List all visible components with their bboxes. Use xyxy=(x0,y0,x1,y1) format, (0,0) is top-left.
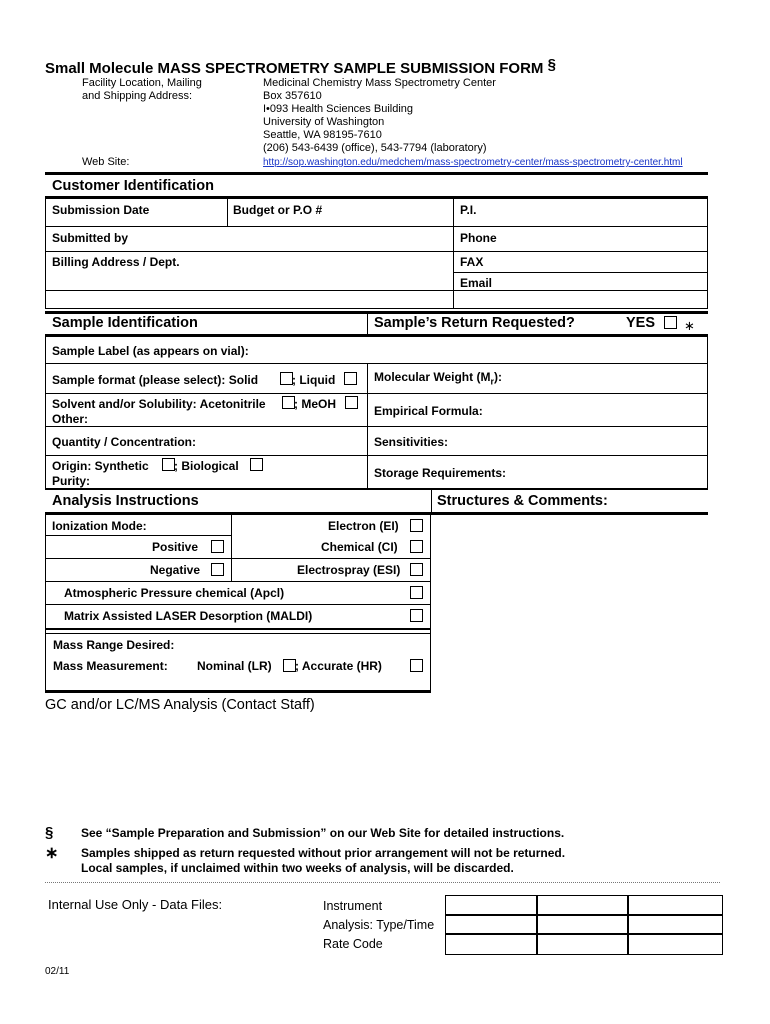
nominal-label: Nominal (LR) xyxy=(197,659,272,673)
address-line: Box 357610 xyxy=(263,90,322,102)
grid-cell[interactable] xyxy=(536,914,629,935)
electrospray-checkbox[interactable] xyxy=(410,563,423,576)
divider xyxy=(367,311,708,314)
mw-end: ): xyxy=(493,370,502,384)
dotted-divider xyxy=(45,882,720,883)
grid-cell[interactable] xyxy=(536,933,629,955)
asterisk-mark: ∗ xyxy=(45,845,59,862)
address-line: Seattle, WA 98195-7610 xyxy=(263,129,382,141)
grid-cell[interactable] xyxy=(445,895,538,916)
gc-lcms-note: GC and/or LC/MS Analysis (Contact Staff) xyxy=(45,697,315,713)
mass-measurement-label: Mass Measurement: xyxy=(53,659,168,673)
negative-checkbox[interactable] xyxy=(211,563,224,576)
electron-label: Electron (EI) xyxy=(328,519,399,533)
instrument-label: Instrument xyxy=(323,899,383,913)
divider xyxy=(45,196,708,199)
apci-label: Atmospheric Pressure chemical (Apcl) xyxy=(64,586,285,600)
analysis-type-label: Analysis: Type/Time xyxy=(323,918,435,932)
mw-text: Molecular Weight (M xyxy=(374,370,491,384)
customer-heading: Customer Identification xyxy=(52,178,214,194)
divider xyxy=(45,334,708,337)
biological-label: ; Biological xyxy=(174,459,239,473)
positive-checkbox[interactable] xyxy=(211,540,224,553)
empirical-formula-field[interactable]: Empirical Formula: xyxy=(374,404,483,418)
storage-field[interactable]: Storage Requirements: xyxy=(374,466,507,480)
address-line: Medicinal Chemistry Mass Spectrometry Center xyxy=(263,77,496,89)
web-site-link[interactable]: http://sop.washington.edu/medchem/mass-spectrometry-center/mass-spectrometry-center.html xyxy=(263,157,683,168)
grid-cell[interactable] xyxy=(627,914,723,935)
web-site-label: Web Site: xyxy=(82,156,130,168)
grid-cell[interactable] xyxy=(627,933,723,955)
address-label-line1: Facility Location, Mailing xyxy=(82,77,202,89)
submitted-by-field[interactable]: Submitted by xyxy=(52,231,129,245)
address-line: I•093 Health Sciences Building xyxy=(263,103,413,115)
divider xyxy=(431,512,708,515)
sample-label-field[interactable]: Sample Label (as appears on vial): xyxy=(52,344,249,358)
quantity-field[interactable]: Quantity / Concentration: xyxy=(52,435,196,449)
grid-cell[interactable] xyxy=(445,933,538,955)
return-heading: Sample’s Return Requested? xyxy=(374,315,575,331)
chemical-label: Chemical (CI) xyxy=(321,540,398,554)
meoh-label: ; MeOH xyxy=(294,397,336,411)
pi-field[interactable]: P.I. xyxy=(460,203,477,217)
origin-label: Origin: Synthetic xyxy=(52,459,149,473)
sample-format-label: Sample format (please select): Solid xyxy=(52,373,259,387)
solvent-label: Solvent and/or Solubility: Acetonitrile xyxy=(52,397,266,411)
rate-code-label: Rate Code xyxy=(323,937,383,951)
form-title xyxy=(45,56,556,77)
return-yes-label: YES xyxy=(626,315,656,331)
meoh-checkbox[interactable] xyxy=(345,396,358,409)
section-mark: § xyxy=(45,824,54,841)
asterisk-mark: ∗ xyxy=(684,318,695,333)
grid-cell[interactable] xyxy=(627,895,723,916)
submission-date-field[interactable]: Submission Date xyxy=(52,203,150,217)
form-revision: 02/11 xyxy=(45,966,70,977)
note-return-line2: Local samples, if unclaimed within two weeks of analysis, will be discarded. xyxy=(81,861,514,875)
electrospray-label: Electrospray (ESI) xyxy=(297,563,401,577)
liquid-label: ; Liquid xyxy=(292,373,336,387)
purity-field[interactable]: Purity: xyxy=(52,474,91,488)
mass-range-field[interactable]: Mass Range Desired: xyxy=(53,638,175,652)
chemical-checkbox[interactable] xyxy=(410,540,423,553)
sensitivities-field[interactable]: Sensitivities: xyxy=(374,435,449,449)
divider xyxy=(45,172,708,175)
fax-field[interactable]: FAX xyxy=(460,255,484,269)
negative-label: Negative xyxy=(150,563,201,577)
accurate-checkbox[interactable] xyxy=(410,659,423,672)
note-return-line1: Samples shipped as return requested without prior arrangement will not be returned. xyxy=(81,846,566,860)
mw-subscript: r xyxy=(490,376,494,387)
ionization-label: Ionization Mode: xyxy=(52,519,147,533)
return-yes-checkbox[interactable] xyxy=(664,316,677,329)
sample-heading: Sample Identification xyxy=(52,315,198,331)
maldi-label: Matrix Assisted LASER Desorption (MALDI) xyxy=(64,609,313,623)
address-line: University of Washington xyxy=(263,116,385,128)
address-label xyxy=(82,77,202,103)
grid-cell[interactable] xyxy=(536,895,629,916)
accurate-label: ; Accurate (HR) xyxy=(295,659,382,673)
analysis-heading: Analysis Instructions xyxy=(52,493,199,509)
form-title-text: Small Molecule MASS SPECTROMETRY SAMPLE SUBMISSION FORM xyxy=(45,60,544,77)
budget-field[interactable]: Budget or P.O # xyxy=(233,203,323,217)
electron-checkbox[interactable] xyxy=(410,519,423,532)
email-field[interactable]: Email xyxy=(460,276,493,290)
divider xyxy=(45,488,708,490)
apci-checkbox[interactable] xyxy=(410,586,423,599)
internal-use-label: Internal Use Only - Data Files: xyxy=(48,897,223,912)
address-lines xyxy=(263,77,496,155)
divider xyxy=(45,311,367,314)
billing-field[interactable]: Billing Address / Dept. xyxy=(52,255,180,269)
phone-field[interactable]: Phone xyxy=(460,231,497,245)
other-field[interactable]: Other: xyxy=(52,412,88,426)
address-line: (206) 543-6439 (office), 543-7794 (laboratory) xyxy=(263,142,487,154)
note-instructions: See “Sample Preparation and Submission” on our Web Site for detailed instructions. xyxy=(81,826,565,840)
section-mark: § xyxy=(547,56,556,73)
structures-heading: Structures & Comments: xyxy=(437,493,608,509)
grid-cell[interactable] xyxy=(445,914,538,935)
positive-label: Positive xyxy=(152,540,199,554)
address-label-line2: and Shipping Address: xyxy=(82,90,193,102)
biological-checkbox[interactable] xyxy=(250,458,263,471)
maldi-checkbox[interactable] xyxy=(410,609,423,622)
molecular-weight-field[interactable] xyxy=(374,370,502,386)
divider xyxy=(45,512,431,515)
liquid-checkbox[interactable] xyxy=(344,372,357,385)
